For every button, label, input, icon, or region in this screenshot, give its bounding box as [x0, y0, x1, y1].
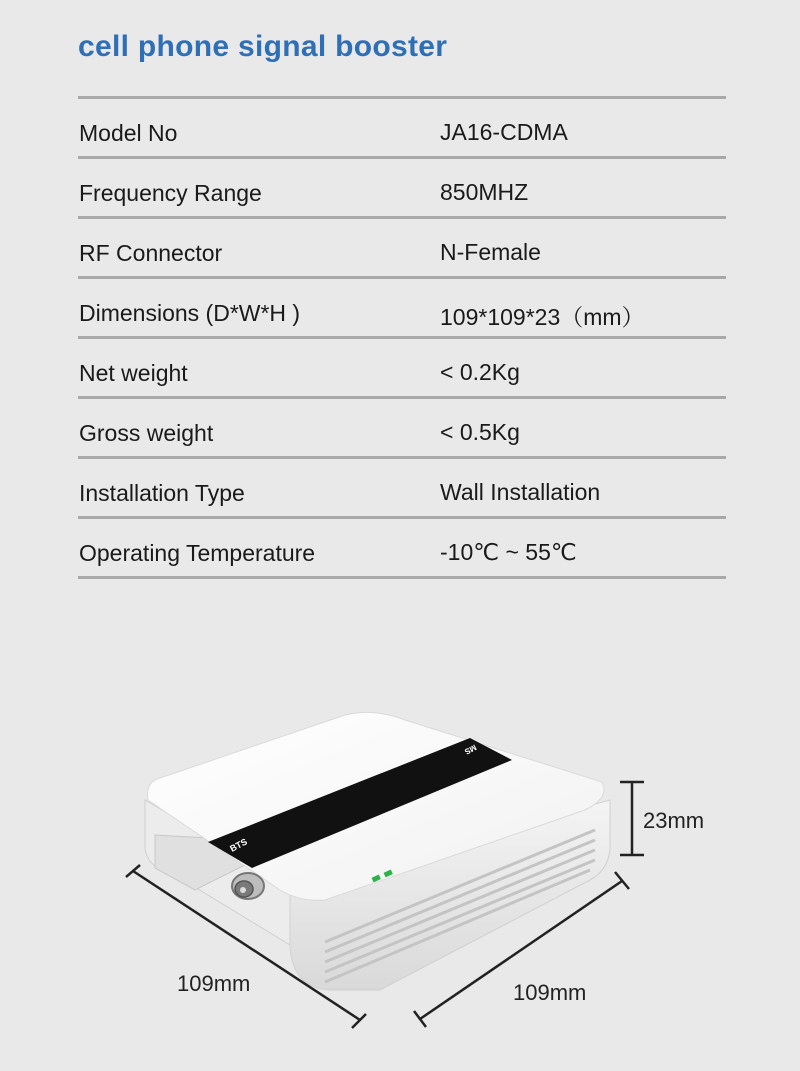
table-row: [78, 219, 726, 279]
rf-connector-icon: [232, 873, 264, 899]
spec-value: N-Female: [440, 239, 541, 265]
booster-device-image: [0, 690, 800, 1071]
table-row: [78, 159, 726, 219]
spec-label: Frequency Range: [79, 180, 262, 206]
table-row: [78, 99, 726, 159]
depth-dimension-label: 109mm: [177, 971, 251, 996]
spec-label: Net weight: [79, 360, 188, 386]
spec-value: < 0.5Kg: [440, 419, 520, 445]
table-row: [78, 279, 726, 339]
bts-label: BTS: [228, 836, 249, 854]
spec-value: 850MHZ: [440, 179, 529, 205]
spec-label: RF Connector: [79, 240, 223, 266]
table-row: [78, 459, 726, 519]
spec-label: Operating Temperature: [79, 540, 316, 566]
table-row: [78, 399, 726, 459]
page-title: cell phone signal booster: [78, 30, 448, 63]
spec-value: 109*109*23（mm）: [440, 304, 645, 330]
width-dimension-label: 109mm: [513, 980, 587, 1005]
ms-label: MS: [463, 742, 478, 757]
spec-value: JA16-CDMA: [440, 119, 568, 145]
spec-table: [78, 96, 726, 579]
spec-value: Wall Installation: [440, 479, 601, 505]
spec-label: Gross weight: [79, 420, 214, 446]
height-dimension-label: 23mm: [643, 808, 705, 833]
table-row: [78, 519, 726, 579]
spec-label: Dimensions (D*W*H ): [79, 300, 301, 326]
spec-label: Model No: [79, 120, 178, 146]
spec-value: < 0.2Kg: [440, 359, 520, 385]
table-row: [78, 339, 726, 399]
spec-value: -10℃ ~ 55℃: [440, 539, 577, 565]
product-illustration: [0, 690, 800, 1071]
height-dimension-marker: [620, 782, 644, 855]
spec-label: Installation Type: [79, 480, 245, 506]
